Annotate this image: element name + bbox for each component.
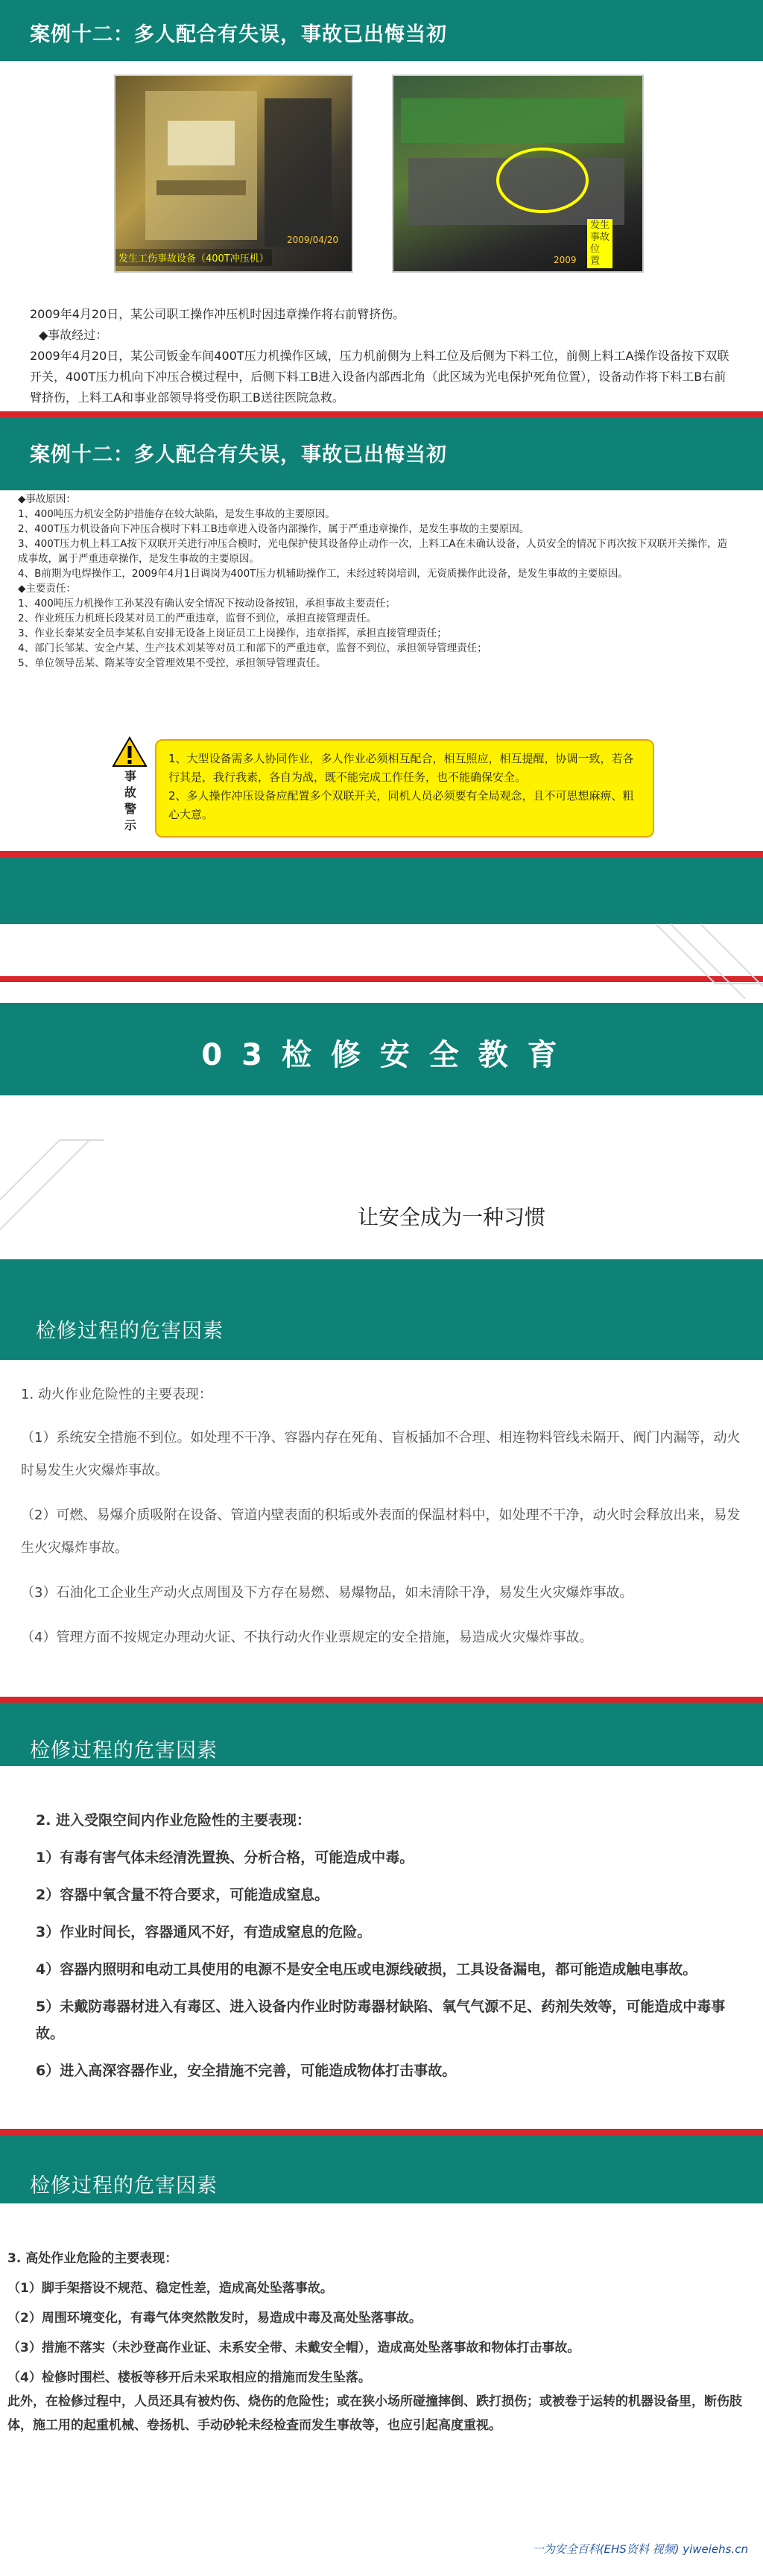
slide-title: 案例十二：多人配合有失误，事故已出悔当初 xyxy=(30,443,447,466)
warning-char: 警 xyxy=(124,802,136,816)
slide-title: 检修过程的危害因素 xyxy=(36,1320,224,1343)
photo-date: 2009 xyxy=(554,255,577,265)
slide-title: 案例十二：多人配合有失误，事故已出悔当初 xyxy=(30,23,447,46)
list-item: （2）周围环境变化，有毒气体突然散发时，易造成中毒及高处坠落事故。 xyxy=(7,2311,422,2326)
divider-red xyxy=(0,1697,763,1703)
slide-title: 检修过程的危害因素 xyxy=(30,1739,218,1762)
warning-char: 事 xyxy=(124,769,136,783)
slide-hot-work-hazards xyxy=(0,1297,763,1703)
photo-caption: 发生工伤事故设备（400T冲压机） xyxy=(115,249,272,266)
accident-location-photo xyxy=(392,75,644,273)
list-item: （1）系统安全措施不到位。如处理不干净、容器内存在死角、盲板插加不合理、相连物料管线未隔开、阀门内漏等，动火时易发生火灾爆炸事故。 xyxy=(21,1430,741,1478)
title-band xyxy=(0,2135,763,2203)
warning-label-text xyxy=(112,768,149,834)
confined-space-hazard-list xyxy=(36,1807,751,2084)
list-line: 5、单位领导岳某、隋某等安全管理效果不受控，承担领导管理责任。 xyxy=(18,657,326,669)
warning-point-1: 1、大型设备需多人协同作业，多人作业必须相互配合，相互照应，相互提醒，协调一致，若各行其是，我行我素，各自为战，既不能完成工作任务，也不能确保安全。 xyxy=(168,752,634,784)
warning-triangle-icon xyxy=(112,735,148,768)
list-line: 3、作业长秦某安全员李某私自安排无设备上岗证员工上岗操作，违章指挥，承担直接管理责任； xyxy=(18,627,447,639)
list-line: 4、部门长邹某、安全卢某、生产技术刘某等对员工和部下的严重违章，监督不到位，承担领导管理责任； xyxy=(18,642,487,654)
label-line-3: 位 xyxy=(590,244,601,255)
case-description xyxy=(30,304,738,408)
title-band xyxy=(0,1297,763,1360)
list-line: 1、400吨压力机操作工孙某没有确认安全情况下按动设备按钮，承担事故主要责任； xyxy=(18,598,396,610)
list-item: 4）容器内照明和电动工具使用的电源不是安全电压或电源线破损，工具设备漏电，都可能造成触电事故。 xyxy=(36,1961,697,1978)
accident-cause-list xyxy=(18,492,733,671)
case-summary: 2009年4月20日，某公司职工操作冲压机时因违章操作将右前臂挤伤。 xyxy=(30,307,405,321)
warning-point-2: 2、多人操作冲压设备应配置多个双联开关，同机人员必须要有全局观念，且不可思想麻痹、粗心大意。 xyxy=(168,789,634,821)
list-line: 4、B前期为电焊操作工，2009年4月1日调岗为400T压力机辅助操作工，未经过转岗培训，无资质操作此设备，是发生事故的主要原因。 xyxy=(18,568,628,580)
accident-equipment-photo xyxy=(114,75,353,273)
warning-char: 示 xyxy=(124,818,136,832)
list-item: （1）脚手架搭设不规范、稳定性差，造成高处坠落事故。 xyxy=(7,2281,333,2296)
list-heading: 2. 进入受限空间内作业危险性的主要表现： xyxy=(36,1812,311,1829)
case-process-text: 2009年4月20日，某公司钣金车间400T压力机操作区域，压力机前侧为上料工位及后侧为下料工位，前侧上料工A操作设备按下双联开关，400T压力机向下冲压合模过程中，后侧下料工B进入设备内部西北角（此区域为光电保护死角位置），设备动作将下料工B右前臂挤伤，上料工A和事业部领导将受伤职工B送往医院急救。 xyxy=(30,349,729,405)
section-cover-slide xyxy=(0,857,763,1297)
list-line: 2、400T压力机设备向下冲压合模时下料工B违章进入设备内部操作，属于严重违章操作，是发生事故的主要原因。 xyxy=(18,523,530,535)
section-subtitle: 让安全成为一种习惯 xyxy=(358,1205,546,1230)
accident-warning-box xyxy=(155,739,654,838)
list-line: 1、400吨压力机安全防护措施存在较大缺陷，是发生事故的主要原因。 xyxy=(18,508,335,520)
list-item: 6）进入高深容器作业，安全措施不完善，可能造成物体打击事故。 xyxy=(36,2063,457,2079)
slide-height-work-hazards xyxy=(0,2135,763,2576)
slide-title: 检修过程的危害因素 xyxy=(30,2174,218,2197)
bottom-band xyxy=(0,1259,763,1297)
list-heading: 3. 高处作业危险的主要表现： xyxy=(7,2251,178,2266)
list-line: 2、作业班压力机班长段某对员工的严重违章，监督不到位，承担直接管理责任。 xyxy=(18,613,377,624)
list-item: （4）管理方面不按规定办理动火证、不执行动火作业票规定的安全措施，易造成火灾爆炸事故。 xyxy=(21,1630,593,1645)
list-item: 2）容器中氧含量不符合要求，可能造成窒息。 xyxy=(36,1887,329,1903)
case-process-heading: ◆事故经过： xyxy=(39,328,108,342)
label-line-4: 置 xyxy=(590,256,601,267)
list-item: 3）作业时间长，容器通风不好，有造成窒息的危险。 xyxy=(36,1924,372,1940)
list-line: ◆主要责任： xyxy=(18,583,76,595)
list-heading: 1. 动火作业危险性的主要表现： xyxy=(21,1387,212,1402)
list-item: （4）检修时围栏、楼板等移开后未采取相应的措施而发生坠落。 xyxy=(7,2370,371,2385)
title-band xyxy=(0,1703,763,1766)
list-line: ◆事故原因： xyxy=(18,493,76,505)
section-title: 0 3 检 修 安 全 教 育 xyxy=(201,1038,562,1072)
slide-case-12-part2 xyxy=(0,417,763,857)
height-work-hazard-list xyxy=(7,2247,753,2437)
title-band xyxy=(0,0,763,61)
list-line: 3、400T压力机上料工A按下双联开关进行冲压合模时，光电保护使其设备停止动作一次，上料工A在未确认设备，人员安全的情况下再次按下双联开关操作，造成事故，属于严重违章操作，是发生事故的主要原因。 xyxy=(18,538,728,565)
label-line-1: 发生 xyxy=(590,220,610,231)
list-item: 5）未戴防毒器材进入有毒区、进入设备内作业时防毒器材缺陷、氧气气源不足、药剂失效等，可能造成中毒事故。 xyxy=(36,1999,726,2042)
divider-red xyxy=(0,2129,763,2135)
divider-red xyxy=(0,851,763,857)
photo-date: 2009/04/20 xyxy=(287,235,339,245)
title-band xyxy=(0,417,763,490)
list-item: 1）有毒有害气体未经清洗置换、分析合格，可能造成中毒。 xyxy=(36,1849,414,1866)
hot-work-hazard-list xyxy=(21,1379,744,1654)
footer-watermark-link[interactable]: 一为安全百科(EHS资料 视频) yiweiehs.cn xyxy=(532,2542,748,2556)
label-line-2: 事故 xyxy=(590,232,610,243)
section-band xyxy=(0,1003,763,1095)
slide-case-12-part1 xyxy=(0,0,763,417)
list-item: 此外，在检修过程中，人员还具有被灼伤、烧伤的危险性；或在狭小场所碰撞摔倒、跌打损伤；或被卷于运转的机器设备里，断伤肢体，施工用的起重机械、卷扬机、手动砂轮未经检查而发生事故等，也应引起高度重视。 xyxy=(7,2394,742,2433)
list-item: （3）措施不落实（未沙登高作业证、未系安全带、未戴安全帽），造成高处坠落事故和物体打击事故。 xyxy=(7,2341,580,2355)
warning-char: 故 xyxy=(124,785,136,800)
warning-label xyxy=(112,735,149,840)
divider-red xyxy=(0,411,763,417)
slide-confined-space-hazards xyxy=(0,1703,763,2135)
list-item: （3）石油化工企业生产动火点周围及下方存在易燃、易爆物品，如未清除干净，易发生火灾爆炸事故。 xyxy=(21,1585,633,1601)
list-item: （2）可燃、易爆介质吸附在设备、管道内壁表面的积垢或外表面的保温材料中，如处理不干净，动火时会释放出来，易发生火灾爆炸事故。 xyxy=(21,1507,741,1556)
accident-position-label xyxy=(587,219,612,268)
